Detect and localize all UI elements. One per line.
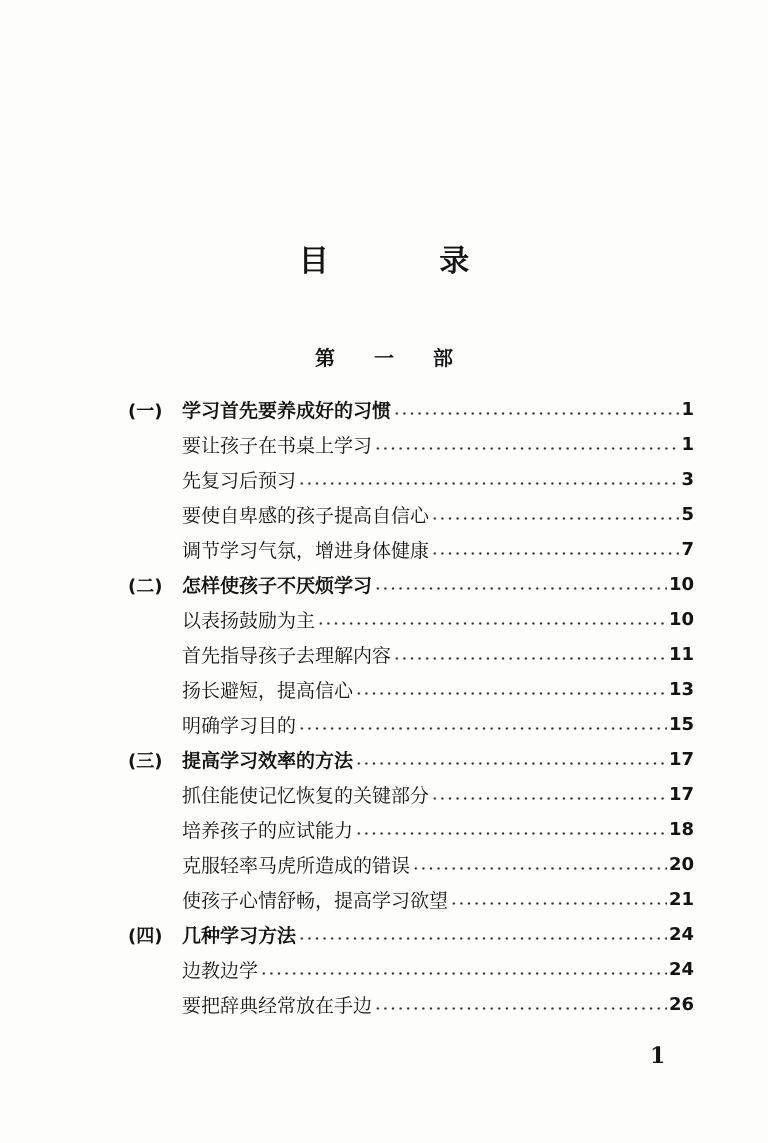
dot-leader (355, 832, 667, 835)
page-number: 21 (668, 889, 694, 910)
dot-leader (374, 587, 667, 590)
toc-section (182, 952, 694, 987)
toc-section (182, 532, 694, 567)
dot-leader (412, 867, 667, 870)
dot-leader (298, 727, 667, 730)
page-number: 1 (681, 434, 694, 455)
dot-leader (393, 412, 679, 415)
section-title: 先复习后预习 (182, 470, 297, 492)
toc-section (182, 427, 694, 462)
page-number: 17 (668, 784, 694, 805)
toc-section (182, 497, 694, 532)
chapter-title: 提高学习效率的方法 (182, 750, 354, 772)
folio-page-number: 1 (650, 1043, 666, 1069)
section-title: 要使自卑感的孩子提高自信心 (182, 505, 430, 527)
section-title: 扬长避短，提高信心 (182, 680, 354, 702)
toc-section (182, 462, 694, 497)
dot-leader (355, 762, 667, 765)
chapter-number: (一) (128, 400, 163, 422)
page-number: 3 (681, 469, 694, 490)
page-number: 17 (668, 749, 694, 770)
section-title: 明确学习目的 (182, 715, 297, 737)
toc-section (182, 637, 694, 672)
toc-section (182, 847, 694, 882)
page-number: 7 (681, 539, 694, 560)
page-number: 15 (668, 714, 694, 735)
section-title: 要让孩子在书桌上学习 (182, 435, 373, 457)
dot-leader (298, 937, 667, 940)
toc-chapter-1 (128, 392, 694, 427)
page-number: 18 (668, 819, 694, 840)
toc-chapter-3 (128, 742, 694, 777)
section-title: 克服轻率马虎所造成的错误 (182, 855, 411, 877)
section-title: 首先指导孩子去理解内容 (182, 645, 392, 667)
dot-leader (355, 692, 667, 695)
dot-leader (393, 657, 667, 660)
page-title: 目 录 (298, 244, 520, 279)
dot-leader (298, 482, 679, 485)
page-number: 11 (668, 644, 694, 665)
dot-leader (431, 797, 667, 800)
toc-section (182, 812, 694, 847)
dot-leader (431, 552, 679, 555)
toc-section (182, 707, 694, 742)
page-number: 10 (668, 609, 694, 630)
dot-leader (260, 972, 667, 975)
chapter-title: 几种学习方法 (182, 925, 297, 947)
page-number: 5 (681, 504, 694, 525)
part-heading: 第 一 部 (315, 346, 469, 370)
toc-section (182, 672, 694, 707)
section-title: 使孩子心情舒畅，提高学习欲望 (182, 890, 449, 912)
page-number: 1 (681, 399, 694, 420)
page-number: 24 (668, 959, 694, 980)
chapter-number: (二) (128, 575, 163, 597)
toc-section (182, 987, 694, 1022)
toc-chapter-4 (128, 917, 694, 952)
toc-chapter-2 (128, 567, 694, 602)
toc-section (182, 882, 694, 917)
page-number: 20 (668, 854, 694, 875)
section-title: 边教边学 (182, 960, 259, 982)
dot-leader (431, 517, 679, 520)
chapter-title: 怎样使孩子不厌烦学习 (182, 575, 373, 597)
dot-leader (374, 447, 679, 450)
section-title: 要把辞典经常放在手边 (182, 995, 373, 1017)
page-number: 26 (668, 994, 694, 1015)
page-number: 13 (668, 679, 694, 700)
dot-leader (317, 622, 667, 625)
section-title: 抓住能使记忆恢复的关键部分 (182, 785, 430, 807)
page-number: 10 (668, 574, 694, 595)
toc-section (182, 602, 694, 637)
dot-leader (450, 902, 667, 905)
chapter-number: (三) (128, 750, 163, 772)
chapter-title: 学习首先要养成好的习惯 (182, 400, 392, 422)
dot-leader (374, 1007, 667, 1010)
chapter-number: (四) (128, 925, 163, 947)
section-title: 培养孩子的应试能力 (182, 820, 354, 842)
section-title: 以表扬鼓励为主 (182, 610, 316, 632)
page-number: 24 (668, 924, 694, 945)
toc-section (182, 777, 694, 812)
section-title: 调节学习气氛，增进身体健康 (182, 540, 430, 562)
